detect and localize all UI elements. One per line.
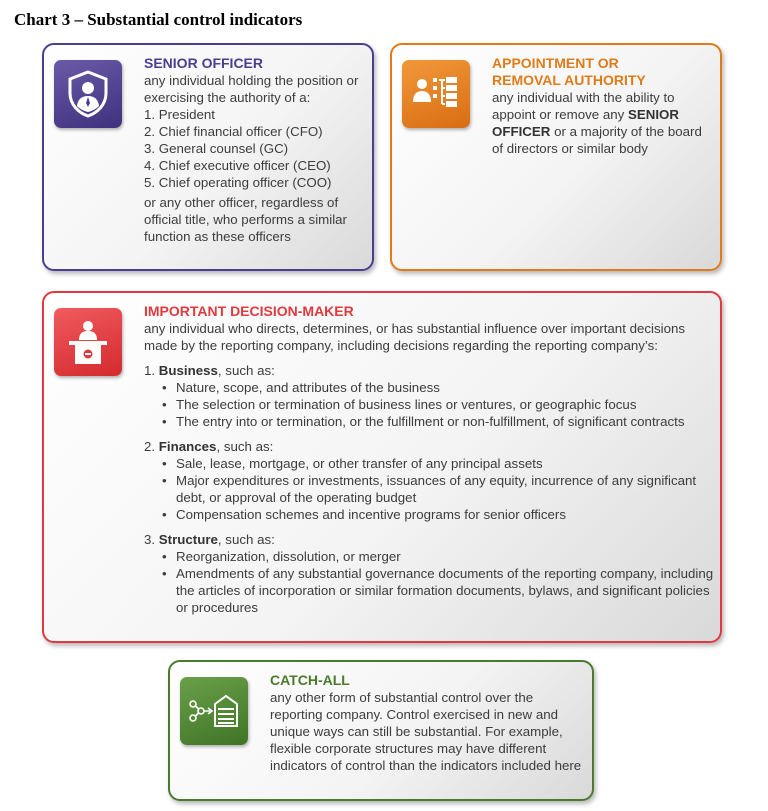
- decision-group-bullets: [144, 379, 716, 430]
- decision-bullet: • Amendments of any substantial governance documents of the reporting company, including the articles of incorporation or similar formation documents, bylaws, and significant policies or procedures: [176, 565, 716, 616]
- decision-group-name: Finances: [158, 439, 217, 454]
- decision-maker-card: [42, 291, 722, 643]
- decision-group-name: Business: [158, 363, 218, 378]
- decision-group-name: Structure: [158, 532, 218, 547]
- senior-officer-intro: any individual holding the position or exercising the authority of a:: [144, 73, 359, 105]
- catch-all-heading: CATCH-ALL: [270, 672, 350, 688]
- catch-all-icon-box: [180, 677, 248, 745]
- senior-officer-text: [144, 55, 364, 245]
- decision-bullet: • Nature, scope, and attributes of the business: [176, 379, 716, 396]
- senior-officer-item: 1. President: [144, 107, 215, 122]
- decision-bullet: • The selection or termination of business lines or ventures, or geographic focus: [176, 396, 716, 413]
- decision-group-heading: [144, 531, 716, 548]
- appointment-card: [390, 43, 722, 271]
- decision-maker-text: [144, 303, 716, 616]
- decision-group-heading: [144, 438, 716, 455]
- network-building-icon: [188, 690, 240, 732]
- catch-all-text: [270, 672, 586, 774]
- decision-bullet: • Sale, lease, mortgage, or other transfer of any principal assets: [176, 455, 716, 472]
- decision-maker-icon-box: [54, 308, 122, 376]
- decision-group-bullets: [144, 548, 716, 616]
- catch-all-card: [168, 660, 594, 801]
- decision-group-number: 1.: [144, 363, 156, 378]
- podium-person-icon: [66, 318, 110, 366]
- shield-person-icon: [65, 69, 111, 119]
- catch-all-description: any other form of substantial control over the reporting company. Control exercised in new and unique ways can still be substantial. For example, flexible corporate structures may have different indicators of control than the indicators included here: [270, 690, 582, 773]
- decision-bullet: • Compensation schemes and incentive programs for senior officers: [176, 506, 716, 523]
- senior-officer-item: 2. Chief financial officer (CFO): [144, 124, 323, 139]
- appointment-heading-line1: APPOINTMENT OR: [492, 55, 619, 71]
- decision-maker-intro: any individual who directs, determines, or has substantial influence over important decisions made by the reporting company, including decisions regarding the reporting company’s:: [144, 321, 686, 353]
- decision-group-finances: [144, 438, 716, 523]
- senior-officer-list: [144, 106, 364, 191]
- senior-officer-item: 5. Chief operating officer (COO): [144, 175, 332, 190]
- appointment-icon-box: [402, 60, 470, 128]
- decision-group-bullets: [144, 455, 716, 523]
- senior-officer-outro: or any other officer, regardless of official title, who performs a similar function as these officers: [144, 195, 347, 244]
- decision-bullet: • Major expenditures or investments, issuances of any equity, incurrence of any significant debt, or approval of the operating budget: [176, 472, 716, 506]
- decision-group-heading: [144, 362, 716, 379]
- senior-officer-card: [42, 43, 374, 271]
- decision-group-number: 3.: [144, 532, 156, 547]
- senior-officer-item: 3. General counsel (GC): [144, 141, 289, 156]
- decision-bullet: • Reorganization, dissolution, or merger: [176, 548, 716, 565]
- decision-group-number: 2.: [144, 439, 156, 454]
- org-chart-person-icon: [411, 72, 461, 116]
- decision-group-suffix: , such as:: [217, 532, 275, 547]
- decision-bullet: • The entry into or termination, or the fulfillment or non-fulfillment, of significant contracts: [176, 413, 716, 430]
- appointment-text-before: any individual with the ability to appoint or remove any: [492, 90, 675, 122]
- decision-group-suffix: , such as:: [217, 363, 275, 378]
- appointment-text-after: or a majority of the board of directors or similar body: [492, 124, 702, 156]
- decision-maker-heading: IMPORTANT DECISION-MAKER: [144, 303, 354, 319]
- page-title: Chart 3 – Substantial control indicators: [14, 10, 303, 29]
- appointment-text: [492, 55, 710, 157]
- appointment-bold-term: SENIOR OFFICER: [492, 107, 679, 139]
- appointment-description: [492, 89, 710, 157]
- senior-officer-heading: SENIOR OFFICER: [144, 55, 264, 71]
- decision-group-suffix: , such as:: [216, 439, 274, 454]
- senior-officer-icon-box: [54, 60, 122, 128]
- decision-group-business: [144, 362, 716, 430]
- appointment-heading-line2: REMOVAL AUTHORITY: [492, 72, 646, 88]
- decision-group-structure: [144, 531, 716, 616]
- senior-officer-item: 4. Chief executive officer (CEO): [144, 158, 331, 173]
